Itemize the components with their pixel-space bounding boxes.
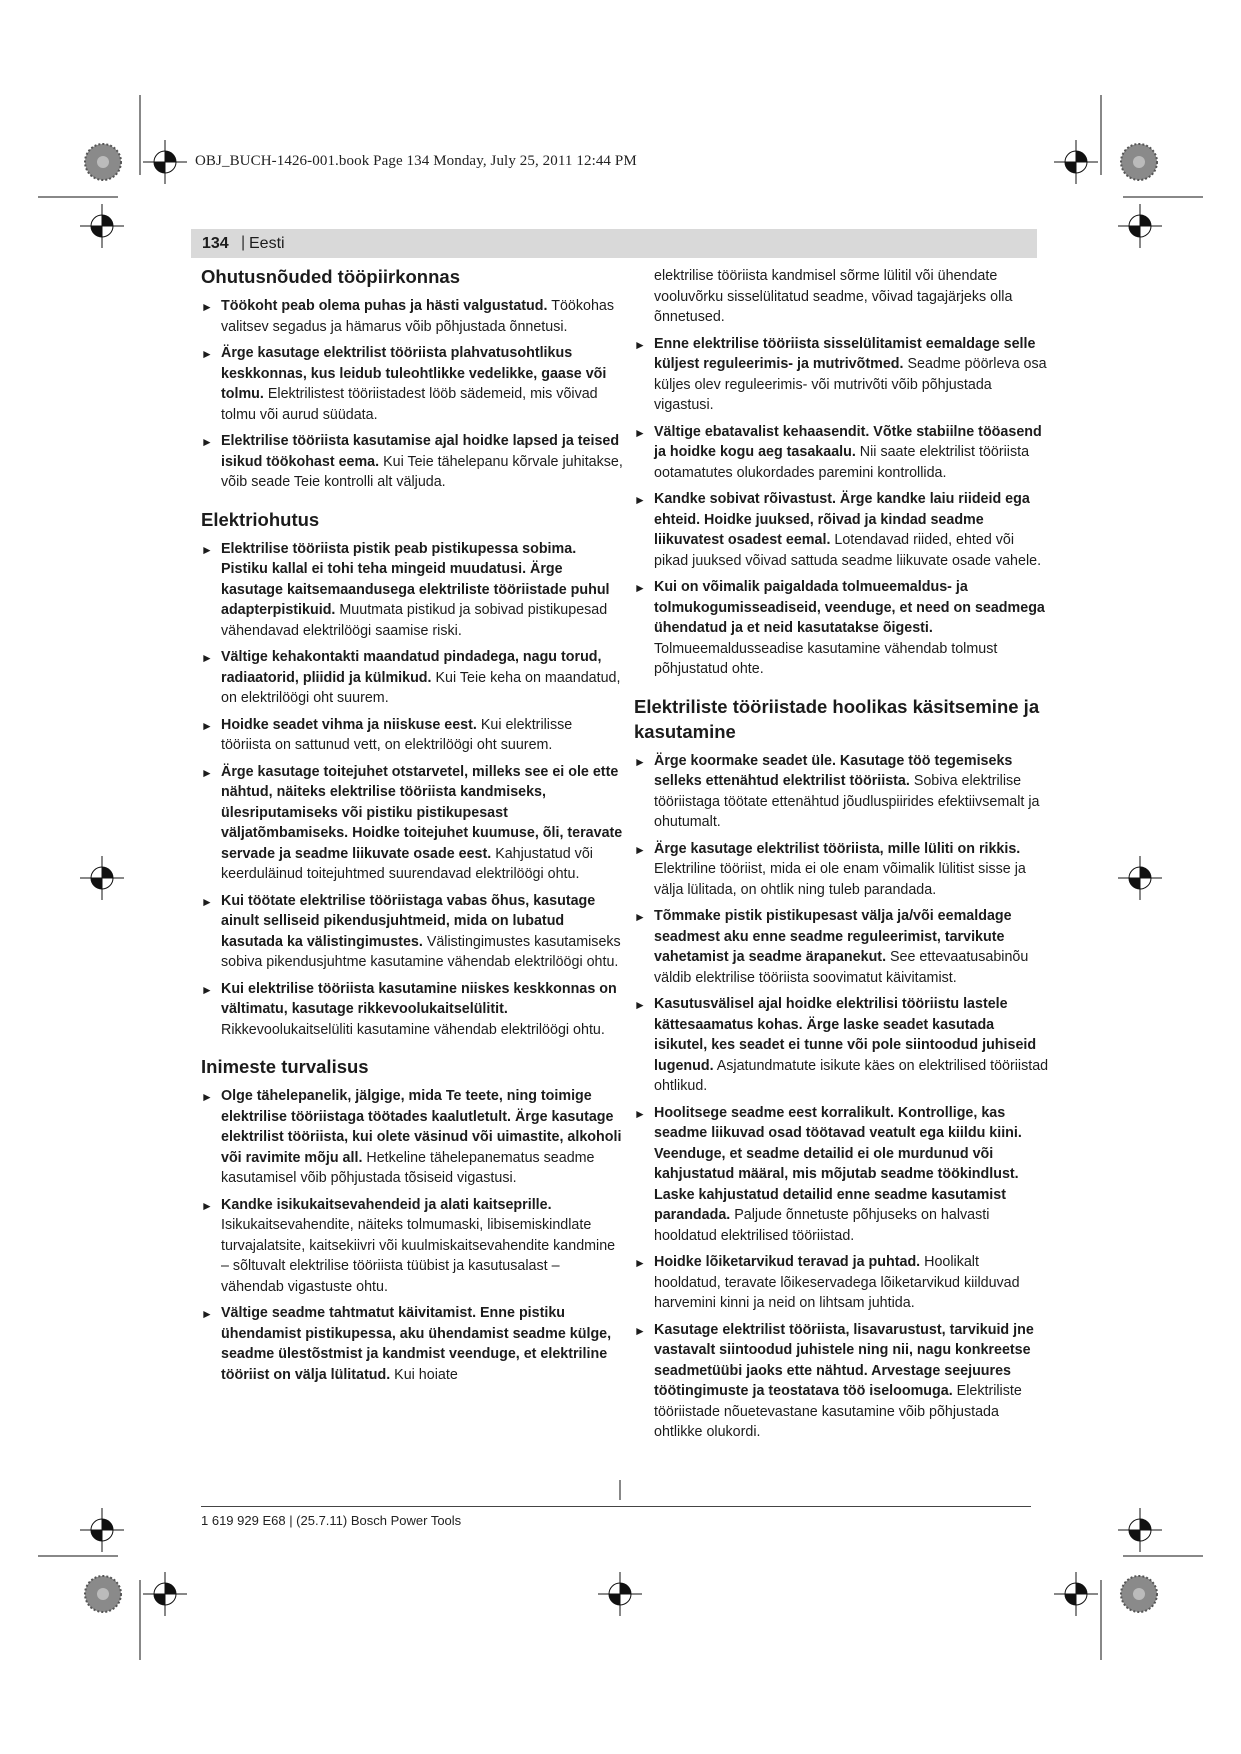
- item-text: Lotendavad riided, ehted või pikad juuksed võivad sattuda seadme liikuvate osade vahele.: [654, 532, 1042, 569]
- safety-item: [201, 715, 626, 756]
- color-disc-mark: [1121, 1576, 1157, 1612]
- bullet-arrow-icon: ►: [201, 894, 213, 909]
- item-bold-text: Töökoht peab olema puhas ja hästi valgustatud.: [221, 298, 548, 314]
- safety-item: [634, 1252, 1049, 1314]
- safety-item: [201, 1303, 626, 1385]
- safety-item: [201, 1086, 626, 1189]
- bullet-arrow-icon: ►: [634, 1106, 646, 1121]
- safety-item: [634, 577, 1049, 680]
- page-number: 134: [202, 235, 229, 252]
- color-disc-mark: [1121, 144, 1157, 180]
- bullet-arrow-icon: ►: [634, 425, 646, 440]
- item-text: Kahjustatud või keerduläinud toitejuhtmed suurendavad elektrilöögi ohtu.: [221, 845, 593, 882]
- item-text: Isikukaitsevahendite, näiteks tolmumaski, libisemiskindlate turvajalatsite, kaitsekiivri või kuulmiskaitsevahendite kandmine – sõltuvalt elektrilise tööriista tüübist ja kasutusalast – vähendab vigastuste ohtu.: [221, 1217, 616, 1295]
- registration-mark: [80, 856, 124, 900]
- item-bold-text: Ärge kasutage elektrilist tööriista, mille lüliti on rikkis.: [654, 840, 1021, 857]
- safety-item: [634, 1103, 1049, 1247]
- bullet-arrow-icon: ►: [201, 347, 213, 361]
- footer-rule: [201, 1506, 1031, 1507]
- bullet-arrow-icon: ►: [634, 754, 646, 769]
- bullet-arrow-icon: ►: [634, 337, 646, 352]
- item-bold-text: Ärge kasutage elektrilist tööriista plahvatusohtlikus keskkonnas, kus leidub tuleohtlikke vedelikke, gaase või tolmu.: [221, 345, 607, 402]
- item-text: See ettevaatusabinõu väldib elektrilise tööriista soovimatut käivitamist.: [654, 949, 1029, 986]
- safety-item: [201, 762, 626, 885]
- safety-item: [201, 1195, 626, 1298]
- bullet-arrow-icon: ►: [201, 542, 213, 557]
- bullet-arrow-icon: ►: [201, 1307, 213, 1321]
- item-text: Hoolikalt hooldatud, teravate lõikeservadega lõiketarvikud kiilduvad harvemini kinni ja neid on lihtsam juhtida.: [654, 1254, 1020, 1311]
- safety-item: [201, 431, 626, 493]
- item-bold-text: Tõmmake pistik pistikupesast välja ja/või eemaldage seadmest aku enne seadme reguleerimist, tarvikute vahetamist ja seadme ärapanekut.: [654, 908, 1012, 965]
- item-bold-text: Hoidke seadet vihma ja niiskuse eest.: [221, 716, 477, 733]
- item-text: Seadme pöörleva osa küljes olev reguleerimis- või mutrivõti võib põhjustada vigastusi.: [654, 356, 1047, 413]
- item-bold-text: Kui töötate elektrilise tööriistaga vabas õhus, kasutage ainult selliseid pikendusjuhtmeid, mida on lubatud kasutada ka välistingimustes.: [221, 892, 596, 950]
- item-text: Hetkeline tähelepanematus seadme kasutamisel võib põhjustada tõsiseid vigastusi.: [221, 1149, 595, 1186]
- item-bold-text: Enne elektrilise tööriista sisselülitamist eemaldage selle küljest reguleerimis- ja mutrivõtmed.: [654, 335, 1036, 372]
- item-text: Muutmata pistikud ja sobivad pistikupesad vähendavad elektrilöögi saamise riski.: [221, 602, 608, 639]
- item-bold-text: Kandke sobivat rõivastust. Ärge kandke laiu riideid ega ehteid. Hoidke juuksed, rõivad ja kindad seadme liikuvatest osadest eemal.: [654, 491, 1030, 548]
- item-bold-text: Kui on võimalik paigaldada tolmueemaldus- ja tolmukogumisseadiseid, veenduge, et need on seadmega ühendatud ja et neid kasutatakse õigesti.: [654, 579, 1045, 636]
- registration-mark: [80, 1508, 124, 1552]
- safety-item: [201, 539, 626, 642]
- section-title: Elektriliste tööriistade hoolikas käsitsemine ja kasutamine: [634, 695, 1040, 742]
- registration-mark: [80, 204, 124, 248]
- right-column: [634, 266, 1049, 1449]
- item-text: Töökohas valitsev segadus ja hämarus võib põhjustada õnnetusi.: [221, 298, 615, 335]
- color-disc-mark: [85, 1576, 121, 1612]
- page-header-bar: [191, 229, 1037, 258]
- continued-text: elektrilise tööriista kandmisel sõrme lülitil või ühendate vooluvõrku sisselülitatud seadme, võivad tagajärjeks olla õnnetused.: [654, 268, 1013, 325]
- item-text: Sobiva elektrilise tööriistaga töötate ettenähtud jõudluspiirides efektiivsemalt ja ohutumalt.: [654, 773, 1040, 830]
- registration-mark: [143, 140, 187, 184]
- item-bold-text: Hoolitsege seadme eest korralikult. Kontrollige, kas seadme liikuvad osad töötavad veatult ega kiildu kiini. Veenduge, et seadme detailid ei ole murdunud või kahjustatud määral, mis mõjutab seadme töökindlust. Laske kahjustatud detailid enne seadme kasutamist parandada.: [654, 1104, 1022, 1223]
- item-bold-text: Kasutusvälisel ajal hoidke elektrilisi tööriistu lastele kättesaamatus kohas. Ärge laske seadet kasutada isikutel, kes seadet ei tunne või pole siintoodud juhiseid lugenud.: [654, 996, 1037, 1074]
- item-text: Kui elektrilisse tööriista on sattunud vett, on elektrilöögi oht suurem.: [221, 716, 573, 753]
- section-title: Ohutusnõuded tööpiirkonnas: [201, 266, 460, 287]
- safety-item: [634, 422, 1049, 484]
- item-text: Kui Teie keha on maandatud, on elektrilöögi oht suurem.: [221, 669, 621, 706]
- registration-mark: [1054, 140, 1098, 184]
- bullet-arrow-icon: ►: [634, 1323, 646, 1338]
- bullet-arrow-icon: ►: [201, 1090, 213, 1104]
- bullet-arrow-icon: ►: [634, 493, 646, 507]
- safety-item: [634, 994, 1049, 1097]
- bullet-arrow-icon: ►: [201, 300, 213, 314]
- bullet-arrow-icon: ►: [201, 765, 213, 780]
- item-text: Paljude õnnetuste põhjuseks on halvasti hooldatud elektrilised tööriistad.: [654, 1207, 990, 1244]
- item-text: Kui hoiate: [390, 1366, 458, 1383]
- registration-mark: [1118, 204, 1162, 248]
- item-bold-text: Vältige seadme tahtmatut käivitamist. Enne pistiku ühendamist pistikupessa, aku ühendamist seadme külge, seadme ülestõstmist ja kandmist veenduge, et elektriline tööriist on välja lülitatud.: [221, 1305, 612, 1383]
- left-column: [201, 264, 626, 1391]
- item-bold-text: Kui elektrilise tööriista kasutamine niiskes keskkonnas on vältimatu, kasutage rikkevoolukaitselülitit.: [221, 980, 617, 1017]
- registration-mark: [1118, 856, 1162, 900]
- bullet-arrow-icon: ►: [634, 910, 646, 924]
- section-title: Inimeste turvalisus: [201, 1056, 369, 1077]
- item-bold-text: Ärge kasutage toitejuhet otstarvetel, milleks see ei ole ette nähtud, näiteks elektrilise tööriista kandmiseks, ülesriputamiseks või pistiku pistikupesast väljatõmbamiseks. Hoidke toitejuhet kuumuse, õli, teravate servade ja seadme liikuvate osade eest.: [221, 763, 623, 862]
- safety-item: [201, 891, 626, 973]
- safety-item: [634, 839, 1049, 901]
- item-bold-text: Hoidke lõiketarvikud teravad ja puhtad.: [654, 1254, 921, 1270]
- item-bold-text: Vältige kehakontakti maandatud pindadega, nagu torud, radiaatorid, pliidid ja külmikud.: [221, 649, 602, 686]
- safety-item: [201, 647, 626, 709]
- section-title: Elektriohutus: [201, 508, 320, 530]
- item-text: Rikkevoolukaitselüliti kasutamine vähendab elektrilöögi ohtu.: [221, 1021, 605, 1038]
- item-bold-text: Ärge koormake seadet üle. Kasutage töö tegemiseks selleks ettenähtud elektrilist tööriista.: [654, 752, 1013, 789]
- item-text: Välistingimustes kasutamiseks sobiva pikendusjuhtme kasutamine vähendab elektrilöögi ohtu.: [221, 933, 621, 970]
- bullet-arrow-icon: ►: [201, 435, 213, 449]
- bullet-arrow-icon: ►: [634, 581, 646, 595]
- page-footer: 1 619 929 E68 | (25.7.11) Bosch Power Tools: [201, 1513, 462, 1528]
- item-text: Elektriliste tööriistade nõuetevastane kasutamine võib põhjustada ohtlikke olukordi.: [654, 1383, 1022, 1440]
- registration-mark: [143, 1572, 187, 1616]
- item-bold-text: Kandke isikukaitsevahendeid ja alati kaitseprille.: [221, 1196, 552, 1213]
- registration-mark: [598, 1572, 642, 1616]
- safety-item: [634, 334, 1049, 416]
- print-slug: OBJ_BUCH-1426-001.book Page 134 Monday, July 25, 2011 12:44 PM: [195, 153, 637, 169]
- safety-item: [201, 296, 626, 337]
- item-bold-text: Olge tähelepanelik, jälgige, mida Te teete, ning toimige elektrilise tööriistaga töötades kaalutletult. Ärge kasutage elektrilist tööriista, kui olete väsinud või uimastite, alkoholi või ravimite mõju all.: [221, 1088, 622, 1166]
- item-bold-text: Elektrilise tööriista kasutamise ajal hoidke lapsed ja teised isikud töökohast eema.: [221, 433, 620, 470]
- item-text: Tolmueemaldusseadise kasutamine vähendab tolmust põhjustatud ohte.: [654, 640, 998, 677]
- item-text: Asjatundmatute isikute käes on elektrilised tööriistad ohtlikud.: [654, 1057, 1049, 1094]
- item-text: Elektrilistest tööriistadest lööb sädemeid, mis võivad tolmu või aurud süüdata.: [221, 386, 598, 423]
- item-text: Nii saate elektrilist tööriista ootamatutes olukordades paremini kontrollida.: [654, 444, 1030, 481]
- registration-mark: [1054, 1572, 1098, 1616]
- safety-item: [634, 489, 1049, 571]
- safety-item: [634, 1320, 1049, 1443]
- bullet-arrow-icon: ►: [634, 842, 646, 857]
- item-text: Elektriline tööriist, mida ei ole enam võimalik lülitist sisse ja välja lülitada, on ohtlik ning tuleb parandada.: [654, 861, 1026, 898]
- header-separator: |: [241, 234, 246, 251]
- safety-item: [634, 751, 1049, 833]
- safety-item: [634, 906, 1049, 988]
- safety-item: [201, 979, 626, 1041]
- bullet-arrow-icon: ►: [201, 1198, 213, 1213]
- bullet-arrow-icon: ►: [201, 651, 213, 665]
- item-bold-text: Kasutage elektrilist tööriista, lisavarustust, tarvikuid jne vastavalt siintoodud juhistele ning nii, nagu konkreetse seadmetüübi jaoks ette nähtud. Arvestage seejuures töötingimuste ja teostatava töö iseloomuga.: [654, 1321, 1034, 1399]
- bullet-arrow-icon: ►: [634, 1256, 646, 1270]
- bullet-arrow-icon: ►: [201, 718, 213, 733]
- item-text: Kui Teie tähelepanu kõrvale juhitakse, võib seade Teie kontrolli alt väljuda.: [221, 453, 623, 490]
- safety-item: [201, 343, 626, 425]
- color-disc-mark: [85, 144, 121, 180]
- bullet-arrow-icon: ►: [201, 982, 213, 997]
- bullet-arrow-icon: ►: [634, 998, 646, 1012]
- item-bold-text: Elektrilise tööriista pistik peab pistikupessa sobima. Pistiku kallal ei tohi teha mingeid muudatusi. Ärge kasutage kaitsemaandusega elektriliste tööriistade puhul adapterpistikuid.: [221, 540, 610, 618]
- item-bold-text: Vältige ebatavalist kehaasendit. Võtke stabiilne tööasend ja hoidke kogu aeg tasakaalu.: [654, 423, 1042, 460]
- registration-mark: [1118, 1508, 1162, 1552]
- header-language: Eesti: [249, 235, 285, 252]
